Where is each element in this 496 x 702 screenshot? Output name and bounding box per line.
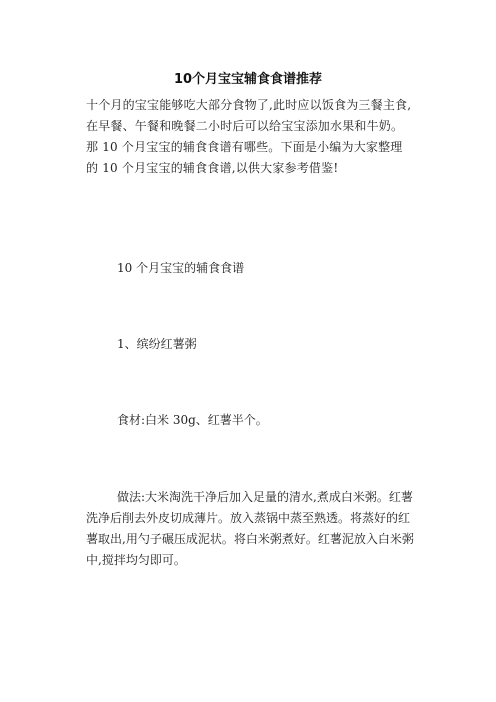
recipe-title: 1、缤纷红薯粥 <box>117 337 197 351</box>
section-subtitle: 10 个月宝宝的辅食食谱 <box>117 261 245 275</box>
recipe-method: 做法:大米淘洗干净后加入足量的清水,煮成白米粥。红薯洗净后削去外皮切成薄片。放入蒸锅中蒸至熟透。将蒸好的红薯取出,用勺子碾压成泥状。将白米粥煮好。红薯泥放入白米粥中,搅拌均匀即可。 <box>86 490 414 567</box>
recipe-ingredients: 食材:白米 30g、红薯半个。 <box>117 413 268 427</box>
document-title: 10个月宝宝辅食食谱推荐 <box>173 72 323 87</box>
intro-paragraph: 十个月的宝宝能够吃大部分食物了,此时应以饭食为三餐主食,在早餐、午餐和晚餐二小时后可以给宝宝添加水果和牛奶。那 10 个月宝宝的辅食食谱有哪些。下面是小编为大家整理的 10 个月宝宝的辅食食谱,以供大家参考借鉴! <box>86 98 412 175</box>
